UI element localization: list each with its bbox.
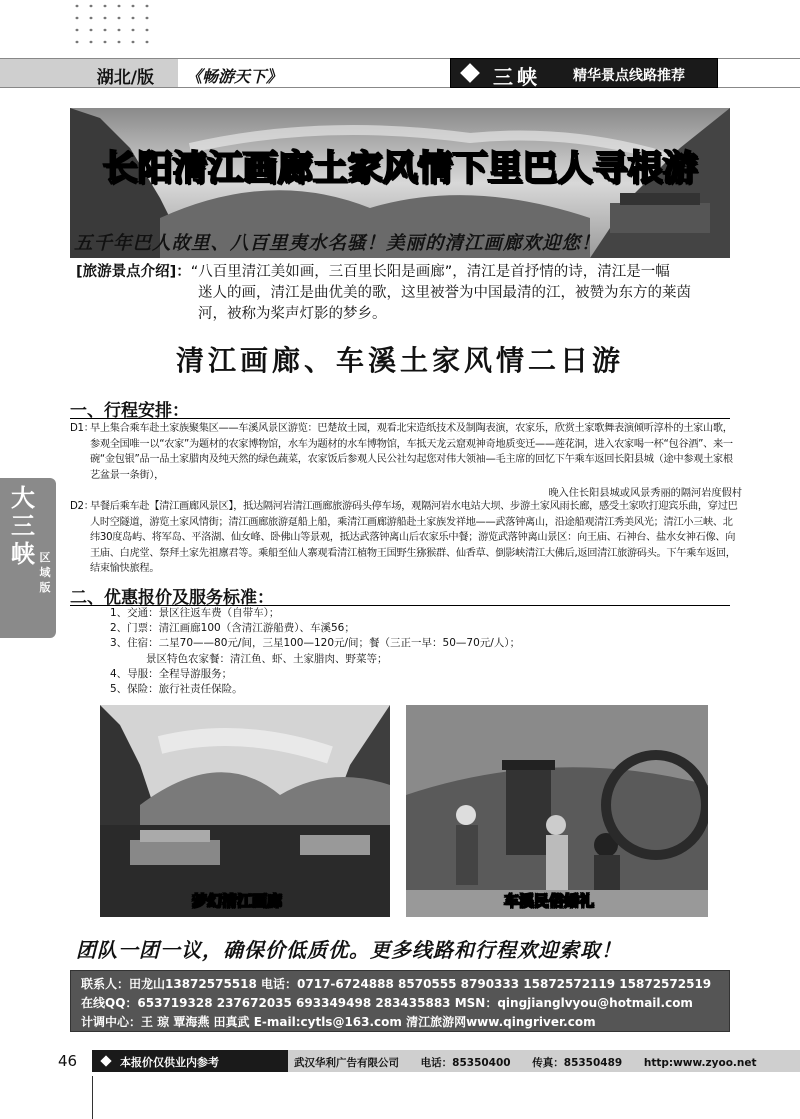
- section-price-heading: 二、优惠报价及服务标准：: [70, 588, 274, 608]
- region-tag: [0, 58, 178, 88]
- service-list: [110, 606, 520, 697]
- hero-title: 长阳清江画廊土家风情下里巴人寻根游: [102, 149, 698, 189]
- section-itinerary-heading: 一、行程安排：: [70, 401, 189, 421]
- brand-subtitle: 精华景点线路推荐: [573, 68, 685, 84]
- photo-caption: 车溪民俗婚礼: [504, 892, 595, 910]
- column-label: 《畅游天下》: [186, 67, 283, 86]
- footer-tel: 电话：85350400: [420, 1057, 511, 1069]
- section-divider: [70, 418, 730, 419]
- photo-qingjiang: [100, 705, 390, 917]
- intro-line-2: 迷人的画，清江是曲优美的歌，这里被誉为中国最清的江，被赞为东方的莱茵: [198, 285, 691, 301]
- contact-line-2: 在线QQ：653719328 237672035 693349498 283435883 MSN：qingjianglvyou@hotmail.com: [81, 996, 693, 1010]
- brand-banner: [450, 58, 718, 88]
- intro-line-3: 河，被称为桨声灯影的梦乡。: [198, 306, 387, 322]
- qingjiang-landscape-image: [100, 705, 390, 917]
- service-item: 5、保险：旅行社责任保险。: [110, 683, 243, 696]
- intro-line-1: “八百里清江美如画，三百里长阳是画廊”，清江是首抒情的诗，清江是一幅: [190, 264, 670, 280]
- decor-dots: [70, 0, 150, 52]
- footer-company: 武汉华利广告有限公司: [294, 1057, 399, 1069]
- service-item: 1、交通：景区往返车费（自带车）；: [110, 607, 280, 619]
- footer-note: 本报价仅供业内参考: [92, 1050, 288, 1072]
- side-tab-label: 区域版: [39, 551, 51, 594]
- footer-info: [288, 1050, 800, 1072]
- page-number: 46: [58, 1052, 78, 1070]
- tour-subtitle: 清江画廊、车溪土家风情二日游: [175, 344, 624, 377]
- day-2-label: D2：: [70, 501, 94, 512]
- brand-name: 三峡: [493, 65, 541, 89]
- day-1: [70, 421, 742, 483]
- footer-web: http:www.zyoo.net: [643, 1057, 757, 1069]
- column-tag: [178, 58, 450, 88]
- service-item: 4、导服：全程导游服务；: [110, 667, 233, 680]
- side-tab-title: 大三峡: [11, 483, 35, 568]
- intro-label: [旅游景点介绍]：: [76, 264, 191, 280]
- page-footer: [58, 1050, 800, 1072]
- photo-wedding: [406, 705, 708, 917]
- day-1-tail: 晚入住长阳县城或风景秀丽的隔河岩度假村: [548, 488, 742, 499]
- contact-box: [70, 970, 730, 1032]
- footer-rule: [92, 1076, 93, 1119]
- day-2: [70, 499, 742, 577]
- service-item: 2、门票：清江画廊100（含清江游船费）、车溪56；: [110, 622, 355, 635]
- footer-fax: 传真：85350489: [532, 1057, 623, 1069]
- contact-line-3: 计调中心：王 琼 覃海燕 田真武 E-mail:cytls@163.com 清江旅游网www.qingriver.com: [81, 1015, 596, 1029]
- slogan-footer: 团队一团一议，确保价低质优。更多线路和行程欢迎索取！: [76, 938, 622, 962]
- contact-line-1: 联系人：田龙山13872575518 电话：0717-6724888 8570555 8790333 15872572119 15872572519: [81, 977, 712, 991]
- header-tail: [718, 58, 800, 88]
- day-2-text: 早餐后乘车赴【清江画廊风景区】，抵达隔河岩清江画廊旅游码头停车场，观隔河岩水电站大坝、步游土家风雨长廊，感受土家吹打迎宾乐曲，穿过巴人时空隧道，游览土家风情街；清江画廊旅游趸船上船，乘清江画廊游船赴土家族发祥地——武落钟离山，沿途船观清江秀美风光；清江小三峡、北纬30度岛屿、将军岛、平洛湖、仙女峰、卧佛山等景观，抵达武落钟离山后农家乐中餐；游览武落钟离山景区：向王庙、石神台、盐水女神石像、向王庙、白虎堂、祭拜土家先祖廪君等。乘船至仙人寨观看清江植物王国野生猕猴群、仙香草、倒影峡清江大佛后,返回清江旅游码头。下午乘车返回，结束愉快旅程。: [90, 501, 738, 574]
- region-label: 湖北/版: [96, 68, 154, 88]
- service-item: 景区特色农家餐：清江鱼、虾、土家腊肉、野菜等；: [146, 652, 388, 665]
- page-header: [0, 58, 800, 88]
- side-tab: [0, 478, 56, 638]
- slogan: 五千年巴人故里、八百里夷水名骚！美丽的清江画廊欢迎您！: [74, 233, 601, 254]
- day-1-label: D1：: [70, 423, 94, 434]
- photo-caption: 梦幻清江画廊: [192, 892, 283, 910]
- intro-block: [76, 262, 736, 325]
- diamond-icon: [460, 63, 480, 83]
- service-item: 3、住宿：二星70——80元/间，三星100—120元/间；餐（三正一早：50—70元/人）；: [110, 637, 521, 650]
- day-1-text: 早上集合乘车赴土家族聚集区——车溪风景区游览：巴楚故土园，观看北宋造纸技术及制陶表演，农家乐，欣赏土家歌舞表演倾听淳朴的土家山歌，参观全国唯一以“农家”为题材的农家博物馆，水车为题材的水车博物馆，车抵天龙云窟观神奇地质变迁——莲花洞，进入农家喝一杯“包谷酒”、来一碗“金包银”品一品土家腊肉及纯天然的绿色蔬菜，农家饭后参观人民公社勾起您对伟大领袖—毛主席的回忆下午乘车返回长阳县城（途中参观土家根艺盆景一条街），: [90, 423, 733, 481]
- wedding-scene-image: [406, 705, 708, 917]
